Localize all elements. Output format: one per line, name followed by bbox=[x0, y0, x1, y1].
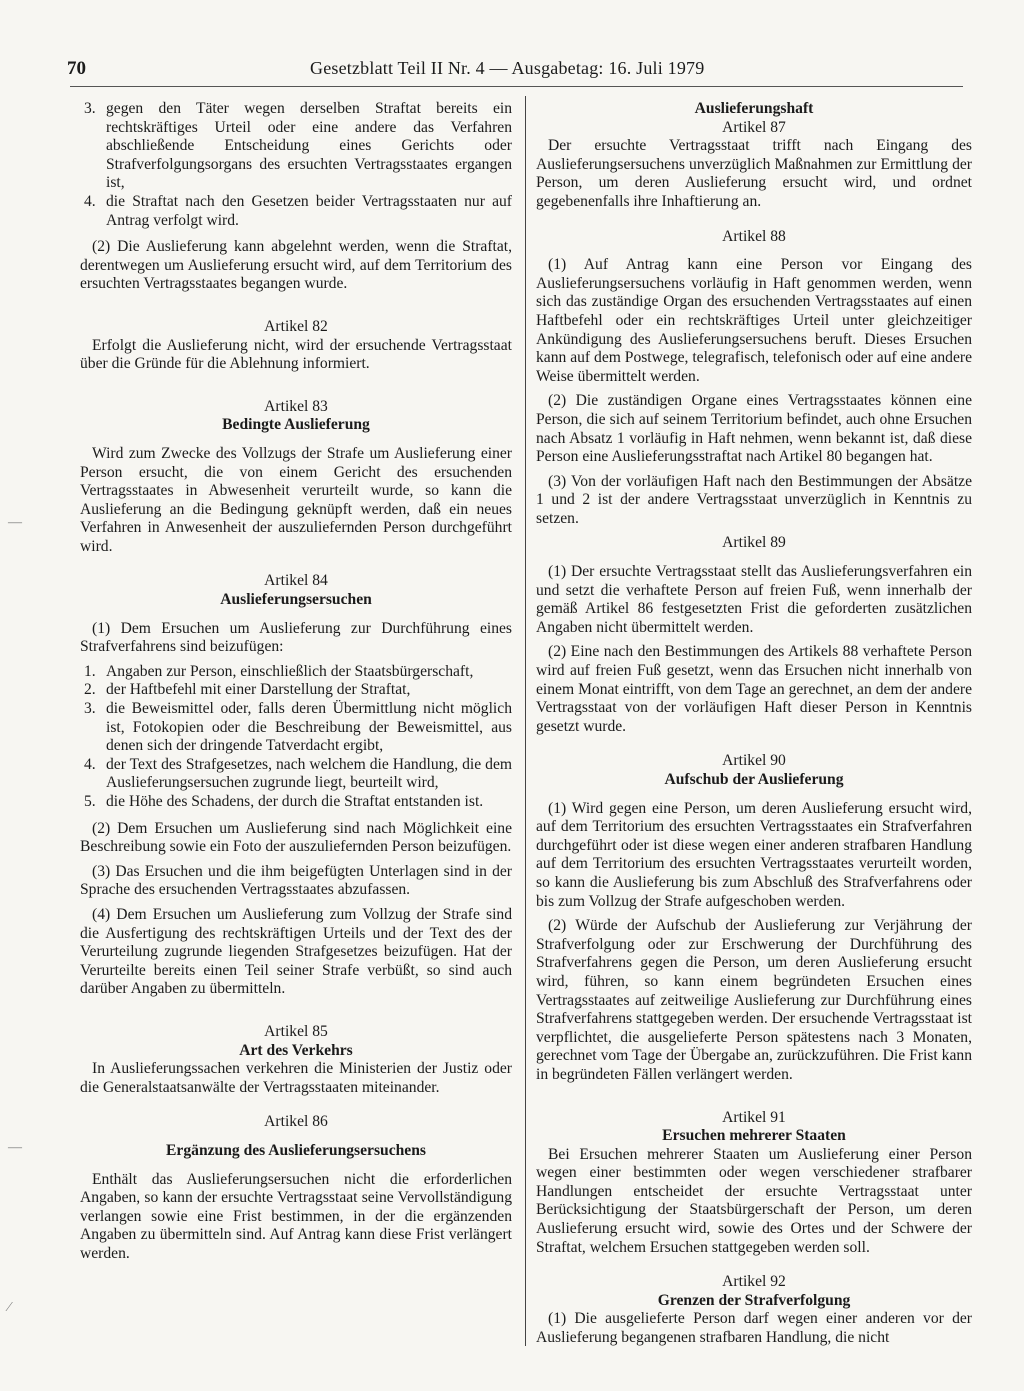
list-item bbox=[80, 681, 512, 700]
paragraph: (2) Die zuständigen Organe eines Vertragsstaates können eine Person, die sich auf seinem Territorium befindet, auch ohne Ersuchen nach Absatz 1 vorläufig in Haft nehmen, wenn bekannt ist, daß diese Person eine Auslieferungsstraftat nach Artikel 80 begangen hat. bbox=[536, 392, 972, 466]
item-number: 3. bbox=[84, 700, 96, 718]
article-title: Aufschub der Auslieferung bbox=[664, 771, 844, 788]
article-84-list bbox=[80, 663, 512, 812]
list-item bbox=[80, 700, 512, 756]
page-number: 70 bbox=[67, 58, 86, 79]
paragraph: Der ersuchte Vertragsstaat trifft nach Eingang des Auslieferungsersuchens unverzüglich Maßnahmen zur Ermittlung der Person, um deren Auslieferung ersucht wird, und ordnet gegebenenfalls ihre Inhaftierung an. bbox=[536, 137, 972, 210]
item-number: 2. bbox=[84, 681, 96, 699]
item-number: 5. bbox=[84, 793, 96, 810]
paragraph: (1) Der ersuchte Vertragsstaat stellt das Auslieferungsverfahren ein und setzt die verhaftete Person auf freien Fuß, wenn innerhalb der gemäß Artikel 86 festgesetzten Frist die geforderten zusätzlichen Angaben nicht übermittelt werden. bbox=[536, 563, 972, 636]
article-label: Artikel 87 bbox=[722, 118, 786, 136]
paragraph: (2) Würde der Aufschub der Auslieferung zur Verjährung der Strafverfolgung oder zur Erschwerung der Durchführung des Strafverfahrens gegen die Person, um deren Auslieferung ersucht wird, führen, so kann einem begründeten Ersuchen eines Vertragsstaates auf zeitweilige Auslieferung zur Durchführung eines Strafverfahrens stattgegeben werden. Der ersuchende Vertragsstaat ist verpflichtet, die ausgelieferte Person spätestens nach 3 Monaten, gerechnet vom Tage der Übergabe an, zurückzuführen. Die Frist kann in begründeten Fällen verlängert werden. bbox=[536, 917, 972, 1083]
left-column bbox=[80, 100, 512, 1269]
paragraph: Wird zum Zwecke des Vollzugs der Strafe um Auslieferung einer Person ersucht, die von einem Gericht des ersuchenden Vertragsstaates in Abwesenheit verurteilt wurde, so kann die Auslieferung an die Bedingung geknüpft werden, daß ein neues Verfahren in Anwesenheit der auszuliefernden Person durchgeführt wird. bbox=[80, 444, 512, 555]
article-81-list bbox=[80, 100, 512, 230]
item-text: die Straftat nach den Gesetzen beider Vertragsstaaten nur auf Antrag verfolgt wird. bbox=[106, 192, 512, 229]
article-title: Ergänzung des Auslieferungsersuchens bbox=[166, 1141, 426, 1159]
paragraph: (1) Auf Antrag kann eine Person vor Eingang des Auslieferungsersuchens vorläufig in Haft genommen werden, wenn sich das zuständige Organ des ersuchenden Vertragsstaates auf einen Haftbefehl oder ein rechtskräftiges Urteil unter gleichzeitiger Ankündigung des Auslieferungsersuchens beruft. Dieses Ersuchen kann auf dem Postwege, telegrafisch, telefonisch oder auf eine andere Weise übermittelt werden. bbox=[536, 256, 973, 385]
paragraph: Enthält das Auslieferungsersuchen nicht die erforderlichen Angaben, so kann der ersuchte Vertragsstaat seine Vervollständigung verlangen sowie eine Frist bestimmen, in der die ergänzenden Angaben zu übermitteln sind. Auf Antrag kann diese Frist verlängert werden. bbox=[80, 1170, 512, 1262]
paragraph: (1) Dem Ersuchen um Auslieferung zur Durchführung eines Strafverfahrens sind beizufügen: bbox=[80, 619, 512, 656]
paragraph: (4) Dem Ersuchen um Auslieferung zum Vollzug der Strafe sind die Ausfertigung des rechtskräftigen Urteils und der Text des der Verurteilung zugrunde liegenden Strafgesetzes beizufügen. Hat der Verurteilte bereits einen Teil seiner Strafe verbüßt, so sind auch darüber Angaben zu übermitteln. bbox=[80, 905, 512, 998]
paragraph: Erfolgt die Auslieferung nicht, wird der ersuchende Vertragsstaat über die Gründe für die Ablehnung informiert. bbox=[80, 336, 512, 373]
item-text: die Höhe des Schadens, der durch die Straftat entstanden ist. bbox=[106, 793, 484, 810]
column-divider bbox=[525, 96, 526, 1346]
paragraph: (2) Eine nach den Bestimmungen des Artikels 88 verhaftete Person wird auf freien Fuß gesetzt, wenn das Ersuchen nicht innerhalb von einem Monat eintrifft, von dem Tage an gerechnet, an dem der andere Vertragsstaat von der vorläufigen Haft dieser Person in Kenntnis gesetzt wurde. bbox=[536, 643, 972, 735]
margin-mark: — bbox=[8, 1140, 22, 1155]
page-header: Gesetzblatt Teil II Nr. 4 — Ausgabetag: 16. Juli 1979 bbox=[310, 58, 705, 78]
paragraph: (1) Wird gegen eine Person, um deren Auslieferung ersucht wird, auf dem Territorium des ersuchten Vertragsstaates ein Strafverfahren durchgeführt oder ist diese wegen einer anderen strafbaren Handlung auf dem Territorium des ersuchten Vertragsstaates verurteilt worden, so kann die Auslieferung bis zum Abschluß des Strafverfahrens oder bis zum Vollzug der Strafe aufgeschoben werden. bbox=[536, 799, 972, 910]
list-item bbox=[80, 663, 512, 682]
list-item bbox=[80, 100, 512, 193]
paragraph: Bei Ersuchen mehrerer Staaten um Auslieferung einer Person wegen einer bestimmten oder wegen verschiedener strafbarer Handlungen entscheidet der ersuchte Vertragsstaat unter Berücksichtigung der Staatsbürgerschaft der Person, um deren Auslieferung ersucht wird, sowie des Ortes und der Schwere der Straftat, welchem Ersuchen stattgegeben werden soll. bbox=[536, 1145, 972, 1256]
article-label: Artikel 83 bbox=[264, 397, 328, 415]
article-title: Ersuchen mehrerer Staaten bbox=[662, 1127, 846, 1145]
article-label: Artikel 86 bbox=[264, 1113, 328, 1131]
list-item bbox=[80, 193, 512, 230]
paragraph: (2) Die Auslieferung kann abgelehnt werden, wenn die Straftat, derentwegen um Auslieferung ersucht wird, auf dem Territorium des ersuchten Vertragsstaates begangen wurde. bbox=[80, 238, 512, 293]
article-title: Art des Verkehrs bbox=[239, 1041, 353, 1059]
section-title: Auslieferungshaft bbox=[694, 100, 814, 117]
item-number: 4. bbox=[84, 192, 96, 210]
article-label: Artikel 90 bbox=[722, 752, 786, 770]
right-column bbox=[536, 100, 972, 1354]
article-label: Artikel 82 bbox=[264, 317, 328, 335]
list-item bbox=[80, 793, 512, 812]
item-text: die Beweismittel oder, falls deren Übermittlung nicht möglich ist, Fotokopien oder die Beschreibung der Beweismittel, aus denen sich der dringende Tatverdacht ergibt, bbox=[106, 700, 512, 755]
item-number: 3. bbox=[84, 100, 96, 117]
item-number: 1. bbox=[84, 662, 96, 680]
header-rule bbox=[70, 86, 963, 87]
list-item bbox=[80, 756, 512, 793]
article-label: Artikel 91 bbox=[722, 1108, 786, 1126]
article-label: Artikel 85 bbox=[264, 1022, 328, 1040]
article-label: Artikel 92 bbox=[722, 1273, 786, 1291]
paragraph: (3) Von der vorläufigen Haft nach den Bestimmungen der Absätze 1 und 2 ist der andere Vertragsstaat unverzüglich in Kenntnis zu setzen. bbox=[536, 472, 972, 527]
paragraph: (2) Dem Ersuchen um Auslieferung sind nach Möglichkeit eine Beschreibung sowie ein Foto der auszuliefernden Person beizufügen. bbox=[80, 819, 512, 856]
article-label: Artikel 84 bbox=[264, 572, 328, 590]
item-text: gegen den Täter wegen derselben Straftat bereits ein rechtskräftiges Urteil oder eine andere das Verfahren abschließende Entscheidung eines Gerichts oder Strafverfolgungsorgans des ersuchten Vertragsstaates ergangen ist, bbox=[106, 100, 512, 192]
article-title: Auslieferungsersuchen bbox=[220, 591, 372, 609]
paragraph: (1) Die ausgelieferte Person darf wegen einer anderen vor der Auslieferung begangenen strafbaren Handlung, die nicht bbox=[536, 1310, 972, 1347]
paragraph: In Auslieferungssachen verkehren die Ministerien der Justiz oder die Generalstaatsanwälte der Vertragsstaaten miteinander. bbox=[80, 1060, 512, 1096]
article-label: Artikel 89 bbox=[722, 534, 786, 552]
item-text: der Haftbefehl mit einer Darstellung der Straftat, bbox=[106, 681, 411, 699]
article-title: Bedingte Auslieferung bbox=[222, 416, 370, 434]
item-text: Angaben zur Person, einschließlich der Staatsbürgerschaft, bbox=[106, 662, 474, 680]
article-label: Artikel 88 bbox=[722, 227, 786, 245]
margin-mark: ⁄ bbox=[8, 1300, 11, 1315]
article-title: Grenzen der Strafverfolgung bbox=[657, 1291, 851, 1309]
item-text: der Text des Strafgesetzes, nach welchem die Handlung, die dem Auslieferungsersuchen zugrunde liegt, beurteilt wird, bbox=[106, 755, 512, 792]
item-number: 4. bbox=[84, 755, 96, 773]
margin-mark: — bbox=[8, 515, 22, 530]
paragraph: (3) Das Ersuchen und die ihm beigefügten Unterlagen sind in der Sprache des ersuchenden Vertragsstaates abzufassen. bbox=[80, 862, 512, 899]
